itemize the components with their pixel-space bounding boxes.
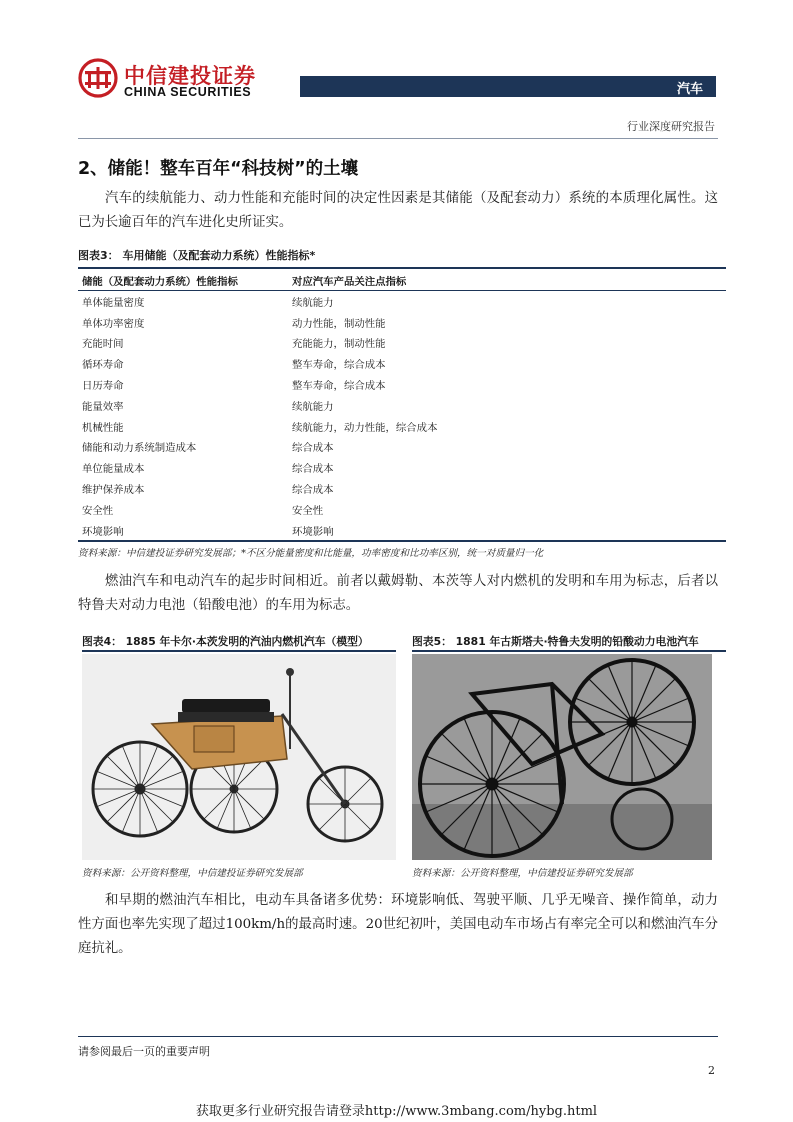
table-cell: 能量效率 — [82, 400, 124, 413]
trouve-car-image — [412, 654, 712, 860]
table-row — [78, 478, 726, 499]
table-row — [78, 520, 726, 541]
figure-caption: 图表5： 1881 年古斯塔夫·特鲁夫发明的铅酸动力电池汽车 — [412, 635, 699, 648]
table-cell: 安全性 — [292, 504, 324, 517]
table-bottom-rule — [78, 540, 726, 542]
table-cell: 储能和动力系统制造成本 — [82, 442, 197, 455]
figure-rule — [412, 650, 726, 652]
table-row — [78, 437, 726, 458]
section-title: 2、储能！整车百年“科技树”的土壤 — [78, 159, 359, 179]
table-cell: 机械性能 — [82, 421, 124, 434]
table-cell: 整车寿命，综合成本 — [292, 359, 386, 372]
table-row — [78, 353, 726, 374]
logo-text-cn: 中信建投证券 — [124, 64, 256, 88]
header-divider — [78, 138, 718, 139]
figure-source: 资料来源：公开资料整理，中信建投证券研究发展部 — [412, 868, 633, 879]
paragraph-origins: 燃油汽车和电动汽车的起步时间相近。前者以戴姆勒、本茨等人对内燃机的发明和车用为标志，后者以特鲁夫对动力电池（铅酸电池）的车用为标志。 — [78, 574, 718, 613]
paragraph-advantages: 和早期的燃油汽车相比，电动车具备诸多优势：环境影响低、驾驶平顺、几乎无噪音、操作简单，动力性方面也率先实现了超过100km/h的最高时速。20世纪初叶，美国电动车市场占有率完全可以和燃油汽车分庭抗礼。 — [78, 893, 718, 956]
benz-car-image — [82, 654, 396, 860]
table-cell: 单体功率密度 — [82, 317, 145, 330]
table-cell: 循环寿命 — [82, 359, 124, 372]
table-row — [78, 457, 726, 478]
table-cell: 充能能力，制动性能 — [292, 338, 386, 351]
table-cell: 续航能力 — [292, 296, 334, 309]
report-type: 行业深度研究报告 — [627, 120, 715, 133]
table-cell: 整车寿命，综合成本 — [292, 380, 386, 393]
table-cell: 单体能量密度 — [82, 296, 145, 309]
company-logo-icon — [78, 58, 118, 98]
table-cell: 充能时间 — [82, 338, 124, 351]
table-row — [78, 312, 726, 333]
table-cell: 环境影响 — [292, 525, 334, 538]
header-bar — [300, 76, 716, 97]
table-cell: 环境影响 — [82, 525, 124, 538]
table-cell: 单位能量成本 — [82, 463, 145, 476]
table-row — [78, 291, 726, 312]
table-cell: 日历寿命 — [82, 380, 124, 393]
page-number: 2 — [708, 1064, 715, 1077]
table-cell: 维护保养成本 — [82, 484, 145, 497]
table-cell: 综合成本 — [292, 442, 334, 455]
paragraph-intro: 汽车的续航能力、动力性能和充能时间的决定性因素是其储能（及配套动力）系统的本质理化属性。这已为长逾百年的汽车进化史所证实。 — [78, 191, 718, 230]
table-row — [78, 333, 726, 354]
table-header-row — [78, 271, 726, 291]
table-cell: 综合成本 — [292, 463, 334, 476]
figure-source: 资料来源：公开资料整理，中信建投证券研究发展部 — [82, 868, 303, 879]
table-header-cell: 对应汽车产品关注点指标 — [288, 271, 726, 291]
table-cell: 续航能力 — [292, 400, 334, 413]
table-source: 资料来源：中信建投证券研究发展部；*不区分能量密度和比能量，功率密度和比功率区别，统一对质量归一化 — [78, 548, 544, 559]
download-link[interactable]: 获取更多行业研究报告请登录http://www.3mbang.com/hybg.html — [195, 1104, 598, 1119]
disclaimer-note: 请参阅最后一页的重要声明 — [78, 1045, 210, 1058]
performance-table — [78, 271, 726, 541]
figure-rule — [82, 650, 396, 652]
table-row — [78, 395, 726, 416]
table-cell: 续航能力，动力性能，综合成本 — [292, 421, 438, 434]
table-row — [78, 374, 726, 395]
table-cell: 动力性能，制动性能 — [292, 317, 386, 330]
table-row — [78, 416, 726, 437]
table-row — [78, 499, 726, 520]
table-header-cell: 储能（及配套动力系统）性能指标 — [78, 271, 288, 291]
table-cell: 安全性 — [82, 504, 114, 517]
logo-text-en: CHINA SECURITIES — [124, 85, 252, 99]
table-cell: 综合成本 — [292, 484, 334, 497]
figure-caption: 图表4： 1885 年卡尔·本茨发明的汽油内燃机汽车（模型） — [82, 635, 369, 648]
footer-divider — [78, 1036, 718, 1037]
table-top-rule — [78, 267, 726, 269]
table-caption: 图表3： 车用储能（及配套动力系统）性能指标* — [78, 249, 316, 262]
sector-label: 汽车 — [676, 82, 703, 97]
